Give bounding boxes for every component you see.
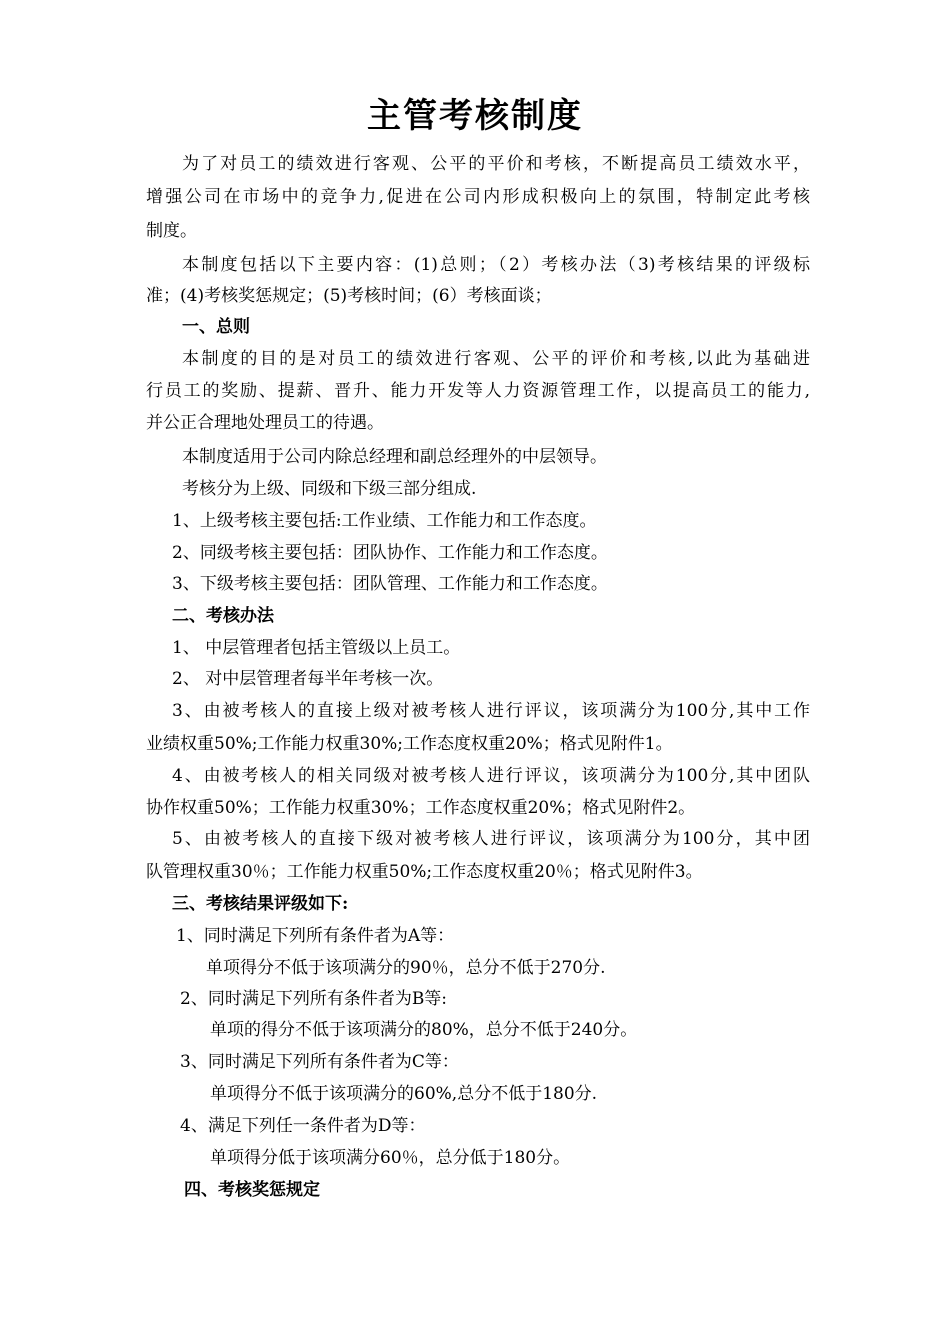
intro-paragraph-line: 增强公司在市场中的竞争力,促进在公司内形成积极向上的氛围，特制定此考核 <box>146 187 810 207</box>
grade-criteria: 单项得分低于该项满分60％，总分低于180分。 <box>210 1148 571 1168</box>
document-title: 主管考核制度 <box>367 96 583 136</box>
list-item: 2、 对中层管理者每半年考核一次。 <box>172 669 444 689</box>
list-item: 1、上级考核主要包括:工作业绩、工作能力和工作态度。 <box>172 511 597 531</box>
composition-paragraph: 考核分为上级、同级和下级三部分组成. <box>182 479 477 499</box>
list-item: 3、下级考核主要包括：团队管理、工作能力和工作态度。 <box>172 574 608 594</box>
contents-paragraph-line: 准；(4)考核奖惩规定；(5)考核时间；(6）考核面谈； <box>146 286 552 306</box>
list-item: 3、由被考核人的直接上级对被考核人进行评议，该项满分为100分,其中工作 <box>172 701 810 721</box>
list-item: 1、 中层管理者包括主管级以上员工。 <box>172 638 461 658</box>
grade-condition: 1、同时满足下列所有条件者为A等： <box>176 926 455 946</box>
section-heading-method: 二、考核办法 <box>172 606 274 626</box>
list-item-continuation: 队管理权重30％；工作能力权重50%;工作态度权重20％；格式见附件3。 <box>146 862 703 882</box>
grade-condition: 3、同时满足下列所有条件者为C等： <box>180 1052 459 1072</box>
grade-condition: 2、同时满足下列所有条件者为B等: <box>180 989 448 1009</box>
scope-paragraph: 本制度适用于公司内除总经理和副总经理外的中层领导。 <box>182 447 607 467</box>
list-item: 5、由被考核人的直接下级对被考核人进行评议，该项满分为100分，其中团 <box>172 829 810 849</box>
grade-criteria: 单项的得分不低于该项满分的80%，总分不低于240分。 <box>210 1020 638 1040</box>
contents-paragraph-line: 本制度包括以下主要内容：(1)总则；（2）考核办法（3)考核结果的评级标 <box>182 255 810 275</box>
list-item: 2、同级考核主要包括：团队协作、工作能力和工作态度。 <box>172 543 608 563</box>
section-heading-general: 一、总则 <box>182 317 250 337</box>
purpose-paragraph-line: 并公正合理地处理员工的待遇。 <box>146 413 384 433</box>
grade-criteria: 单项得分不低于该项满分的60%,总分不低于180分. <box>210 1084 598 1104</box>
intro-paragraph-line: 为了对员工的绩效进行客观、公平的平价和考核，不断提高员工绩效水平， <box>182 154 810 174</box>
section-heading-rewards: 四、考核奖惩规定 <box>184 1180 320 1200</box>
list-item: 4、由被考核人的相关同级对被考核人进行评议，该项满分为100分,其中团队 <box>172 766 810 786</box>
list-item-continuation: 业绩权重50%;工作能力权重30%;工作态度权重20%；格式见附件1。 <box>146 734 673 754</box>
purpose-paragraph-line: 行员工的奖励、提薪、晋升、能力开发等人力资源管理工作，以提高员工的能力, <box>146 381 810 401</box>
grade-criteria: 单项得分不低于该项满分的90％，总分不低于270分. <box>206 958 606 978</box>
grade-condition: 4、满足下列任一条件者为D等： <box>180 1116 426 1136</box>
section-heading-grading: 三、考核结果评级如下: <box>172 894 349 914</box>
intro-paragraph-line: 制度。 <box>146 221 197 241</box>
purpose-paragraph-line: 本制度的目的是对员工的绩效进行客观、公平的评价和考核,以此为基础进 <box>182 349 810 369</box>
list-item-continuation: 协作权重50%；工作能力权重30%；工作态度权重20%；格式见附件2。 <box>146 798 696 818</box>
